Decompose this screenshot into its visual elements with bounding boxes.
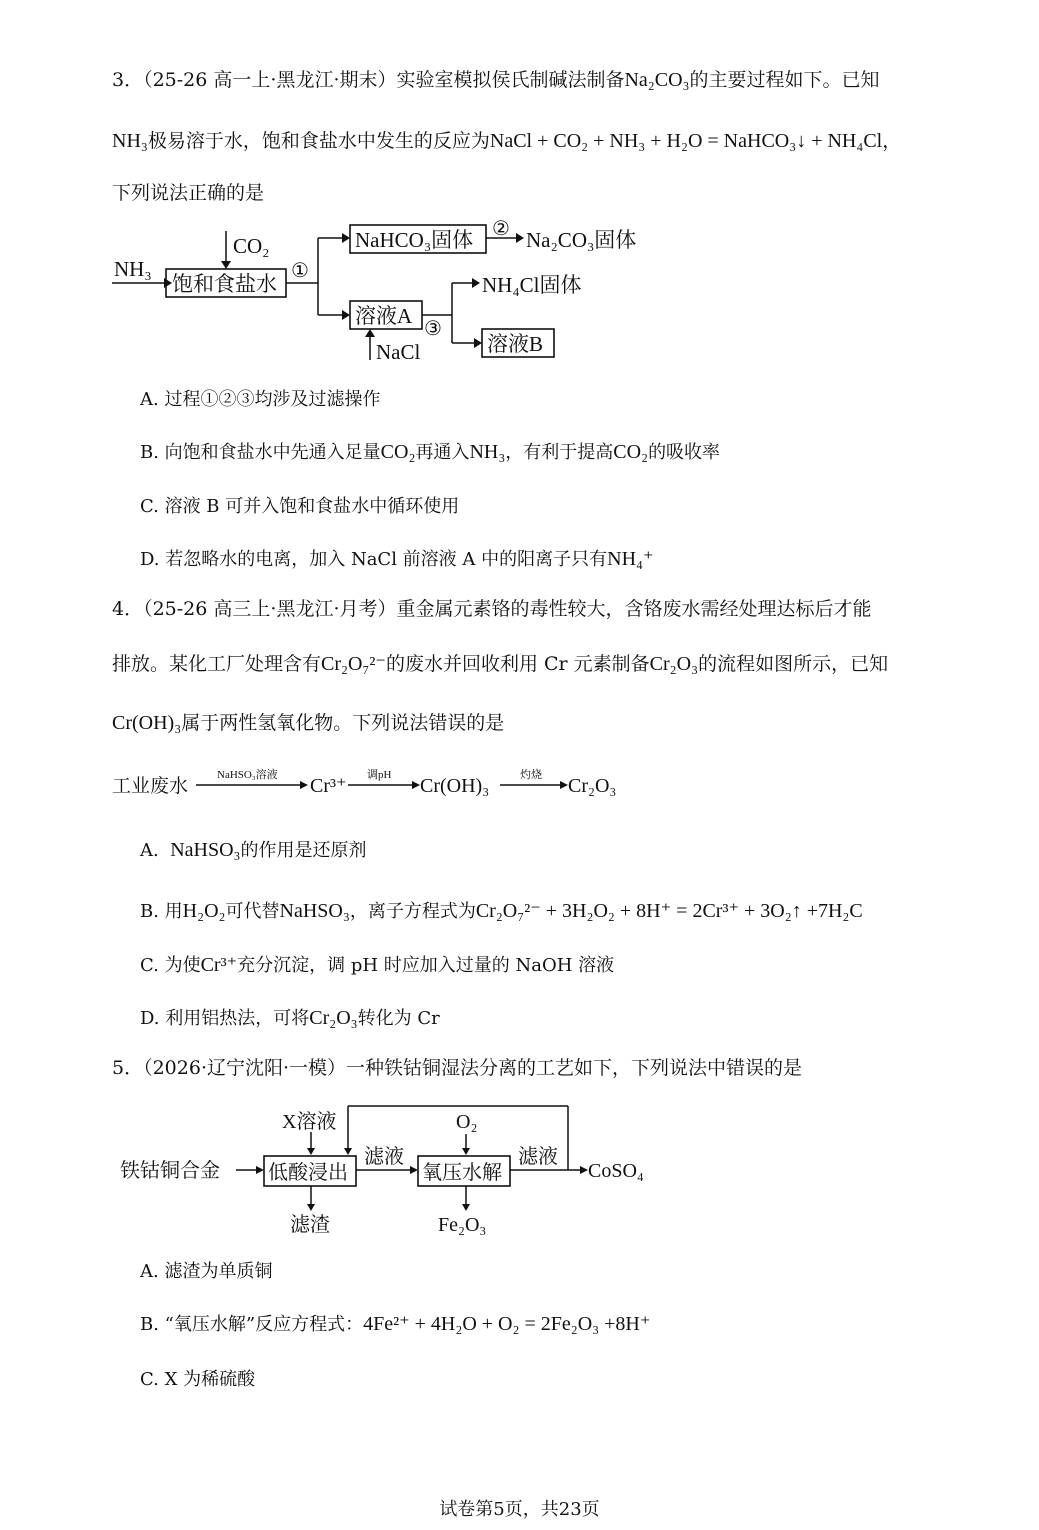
q3-process-diagram (108, 218, 668, 370)
q3-label-solution-b: 溶液B (487, 332, 544, 356)
q4-stem-line1: 4．（25-26 高三上·黑龙江·月考）重金属元素铬的毒性较大，含铬废水需经处理达标后才能 (112, 598, 872, 620)
q4-flow-reagent2: 调pH (367, 769, 392, 781)
q5-stem: 5．（2026·辽宁沈阳·一模）一种铁钴铜湿法分离的工艺如下，下列说法中错误的是 (112, 1057, 803, 1079)
q3-label-nahco3-solid: NaHCO₃固体 (355, 228, 474, 252)
q4-flow-reagent3: 灼烧 (520, 769, 542, 781)
q3-label-nh3: NH₃ (114, 257, 152, 281)
q5-label-residue: 滤渣 (290, 1214, 330, 1236)
q4-option-d[interactable]: D. 利用铝热法，可将Cr₂O₃转化为 Cr (140, 1007, 440, 1029)
q3-stem-line2: NH₃极易溶于水，饱和食盐水中发生的反应为NaCl + CO₂ + NH₃ + H₂O = NaHCO₃↓ + NH₄Cl， (112, 130, 902, 152)
q3-product-formula: Na₂CO₃ (624, 69, 690, 91)
q5-label-hydrolysis: 氧压水解 (422, 1162, 502, 1184)
q3-label-nh4cl-solid: NH₄Cl固体 (482, 273, 582, 297)
q5-process-diagram (120, 1100, 670, 1240)
q3-stem-line1: 3．（25-26 高一上·黑龙江·期末）实验室模拟侯氏制碱法制备Na₂CO₃的主要过程如下。已知 (112, 69, 880, 91)
q4-flow-diagram (112, 764, 632, 804)
q5-label-filtrate1: 滤液 (364, 1146, 404, 1168)
q4-option-c[interactable]: C. 为使Cr³⁺充分沉淀，调 pH 时应加入过量的 NaOH 溶液 (140, 954, 615, 976)
q5-option-a[interactable]: A. 滤渣为单质铜 (140, 1261, 273, 1282)
page-footer: 试卷第5页，共23页 (439, 1499, 600, 1520)
q3-label-co2: CO₂ (233, 234, 270, 258)
q4-option-b[interactable]: B. 用H₂O₂可代替NaHSO₃，离子方程式为Cr₂O₇²⁻ + 3H₂O₂ + 8H⁺ = 2Cr³⁺ + 3O₂↑ +7H₂C (140, 900, 863, 922)
q3-step1-marker: ① (291, 260, 309, 282)
q5-label-leach: 低酸浸出 (268, 1162, 348, 1184)
q4-flow-croh3: Cr(OH)₃ (420, 775, 490, 797)
q5-option-c[interactable]: C. X 为稀硫酸 (140, 1369, 256, 1390)
q3-step2-marker: ② (492, 218, 510, 240)
q4-option-a[interactable]: A. NaHSO₃的作用是还原剂 (140, 839, 367, 861)
q3-step3-marker: ③ (424, 318, 442, 340)
q3-label-na2co3-solid: Na₂CO₃固体 (526, 228, 637, 252)
q4-flow-reagent1: NaHSO₃溶液 (217, 769, 278, 781)
q5-label-o2: O₂ (456, 1111, 478, 1133)
q5-label-coso4: CoSO₄ (588, 1160, 644, 1182)
q4-flow-cr3: Cr³⁺ (310, 775, 347, 797)
q5-option-b[interactable]: B. “氧压水解”反应方程式：4Fe²⁺ + 4H₂O + O₂ = 2Fe₂O₃ +8H⁺ (140, 1313, 651, 1335)
q4-stem-line2: 排放。某化工厂处理含有Cr₂O₇²⁻的废水并回收利用 Cr 元素制备Cr₂O₃的流程如图所示，已知 (112, 653, 889, 675)
q4-flow-start: 工业废水 (112, 776, 189, 797)
q4-stem-line3: Cr(OH)₃属于两性氢氧化物。下列说法错误的是 (112, 712, 505, 734)
q3-label-saturated-brine: 饱和食盐水 (172, 272, 277, 296)
q5-label-x-solution: X溶液 (282, 1111, 337, 1133)
q3-option-c[interactable]: C. 溶液 B 可并入饱和食盐水中循环使用 (140, 496, 460, 517)
q3-stem-line3: 下列说法正确的是 (112, 182, 265, 204)
q5-label-fe2o3: Fe₂O₃ (438, 1214, 487, 1236)
q3-reaction-equation: NaCl + CO₂ + NH₃ + H₂O = NaHCO₃↓ + NH₄Cl (489, 130, 883, 152)
q5-label-filtrate2: 滤液 (518, 1146, 558, 1168)
q3-label-nacl: NaCl (376, 340, 421, 364)
q4-flow-cr2o3: Cr₂O₃ (568, 775, 617, 797)
q3-option-a[interactable]: A. 过程①②③均涉及过滤操作 (140, 389, 381, 410)
q5-label-alloy: 铁钴铜合金 (120, 1160, 220, 1182)
q3-option-d[interactable]: D. 若忽略水的电离，加入 NaCl 前溶液 A 中的阳离子只有NH₄⁺ (140, 548, 654, 570)
q3-option-b[interactable]: B. 向饱和食盐水中先通入足量CO₂再通入NH₃，有利于提高CO₂的吸收率 (140, 441, 721, 463)
q3-label-solution-a: 溶液A (355, 304, 413, 328)
